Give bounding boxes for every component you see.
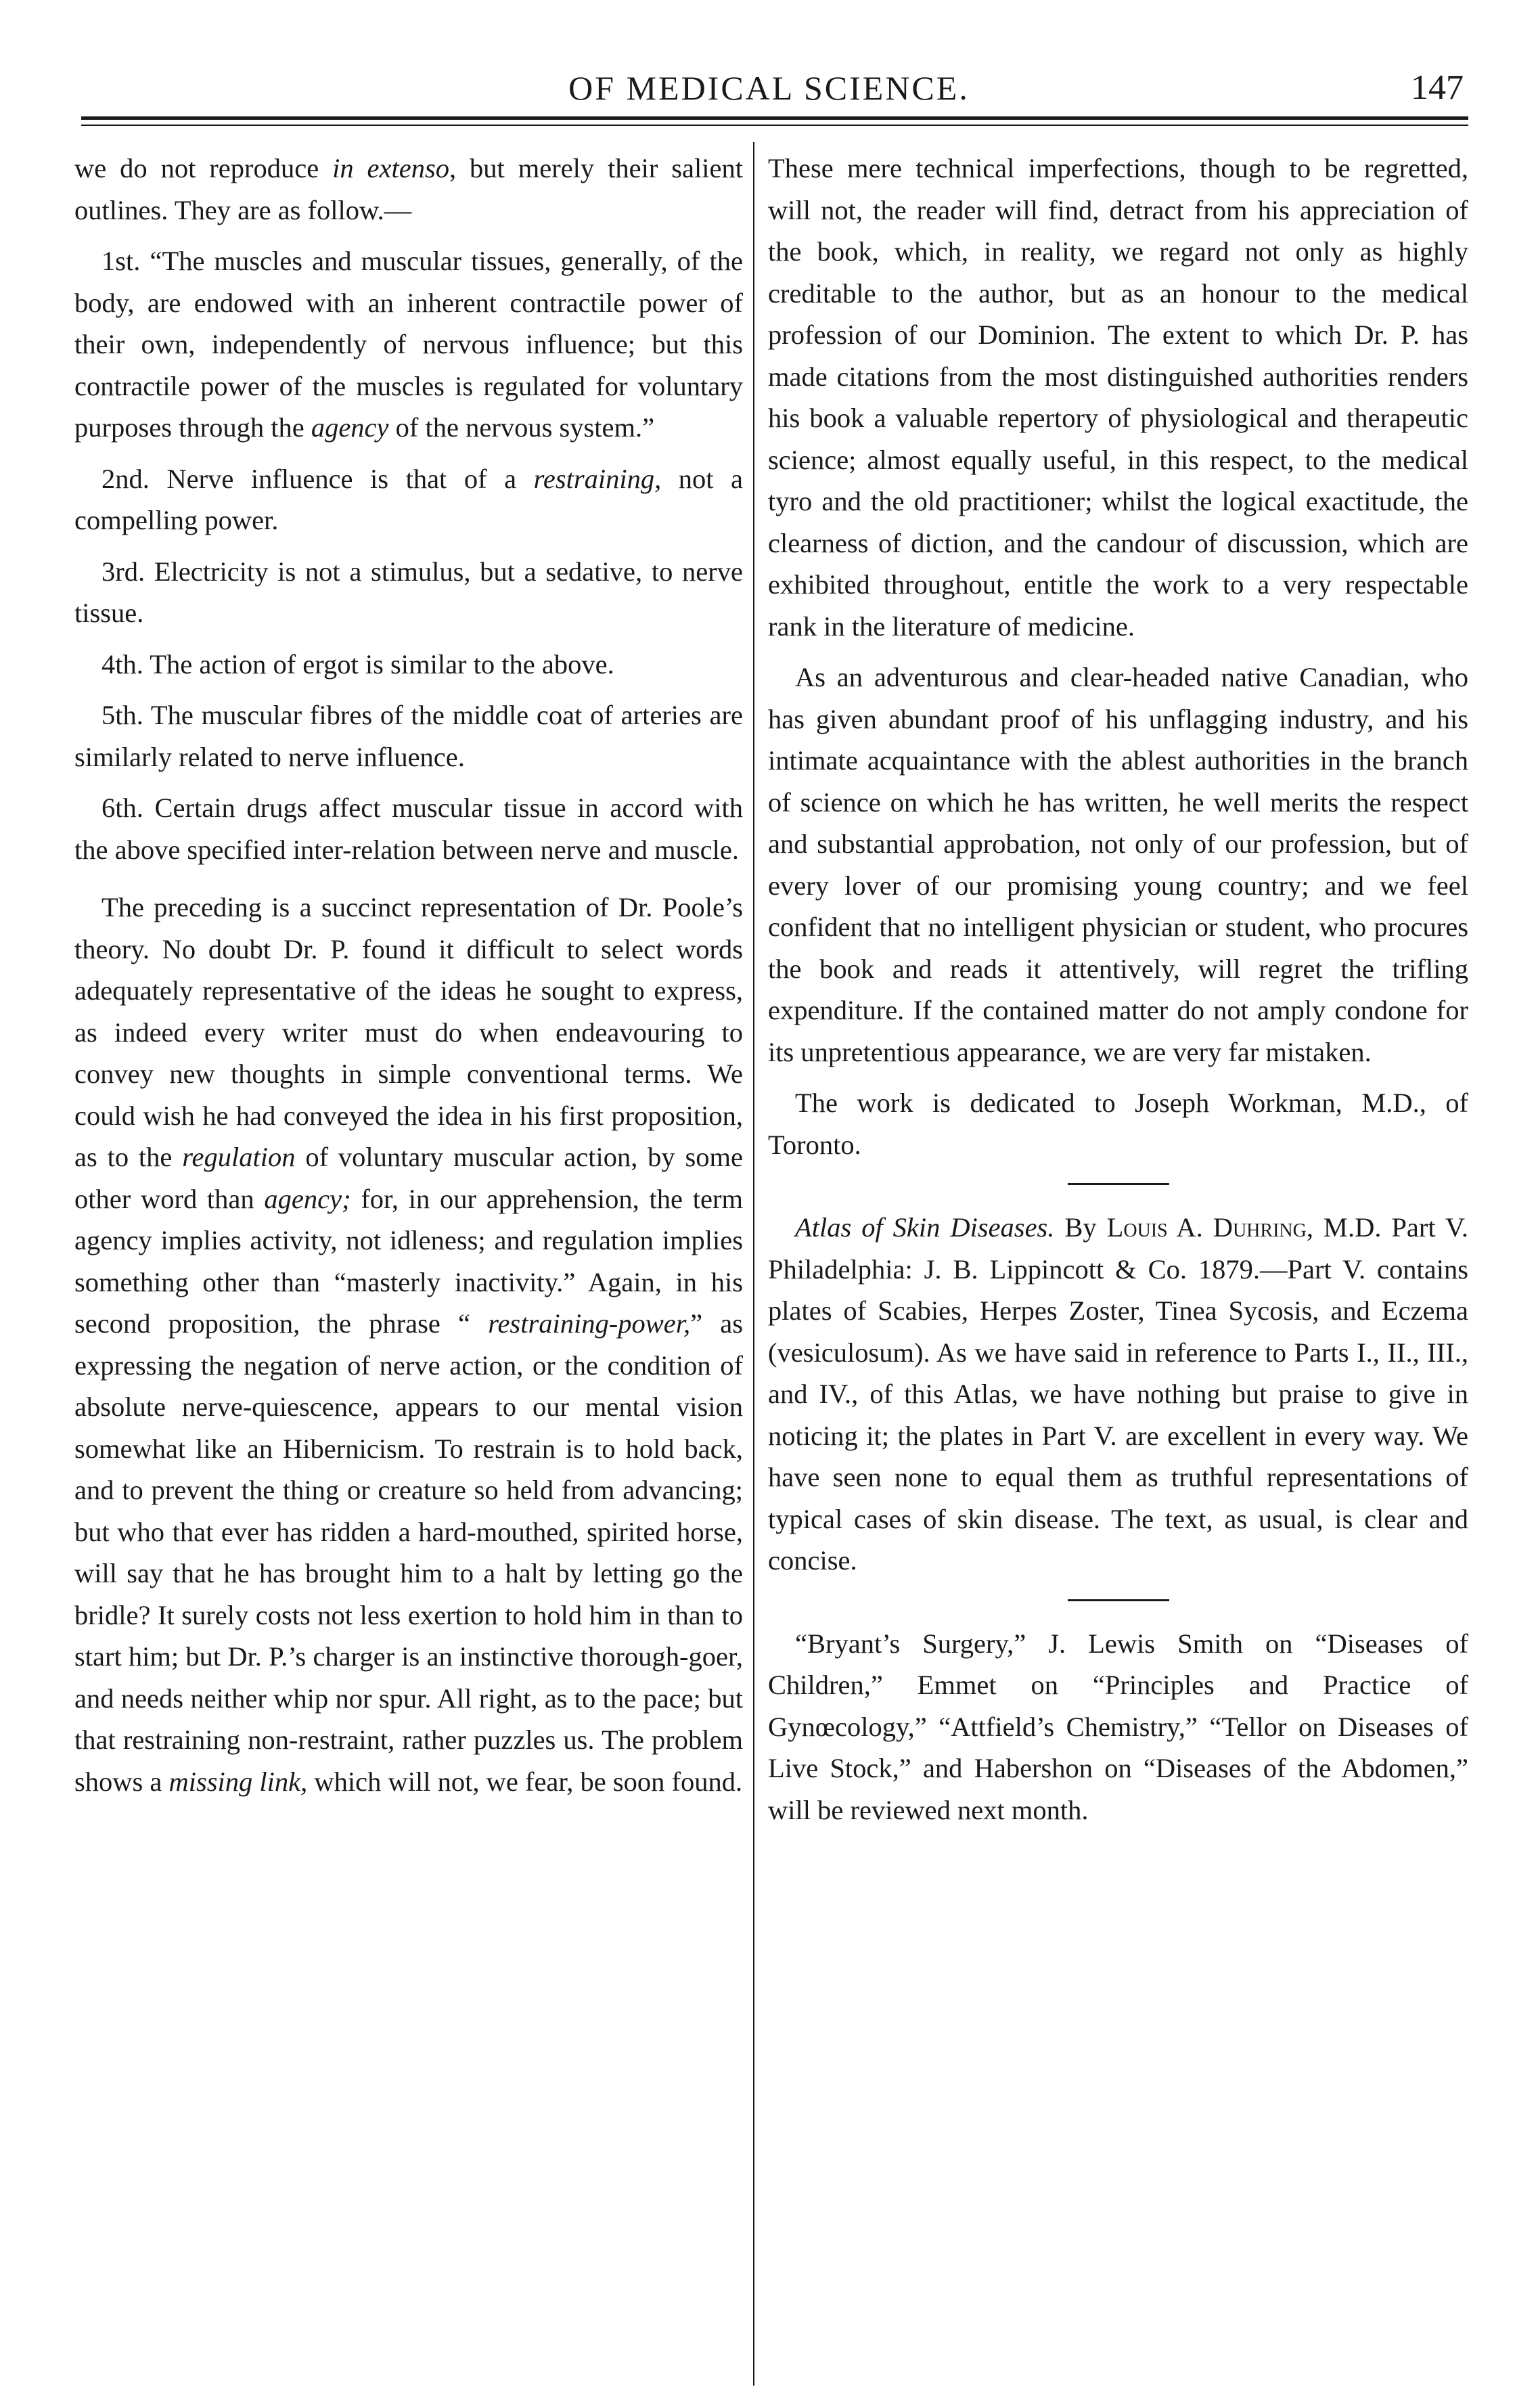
commentary-text-2: regulation	[182, 1142, 296, 1172]
dedication-paragraph: The work is dedicated to Joseph Workman, M.D., of Toronto.	[768, 1088, 1468, 1160]
header-rule	[81, 116, 1468, 120]
proposition-4: 4th. The action of ergot is similar to the above.	[101, 648, 614, 679]
proposition-2-text-3: not a compelling power.	[74, 463, 744, 535]
header-rule-thin	[81, 125, 1468, 126]
proposition-3: 3rd. Electricity is not a stimulus, but a sedative, to nerve tissue.	[74, 556, 743, 628]
atlas-review-paragraph	[768, 1207, 1468, 1582]
commentary-text-5: for, in our apprehension, the term agency implies activity, not idleness; and regulation implies something other than “masterly inactivity.” Again, in his second proposition, the phrase “	[74, 1183, 743, 1339]
atlas-review-body: , M.D. Part V. Philadelphia: J. B. Lippincott & Co. 1879.—Part V. contains plates of Scabies, Herpes Zoster, Tinea Sycosis, and Eczema (vesiculosum). As we have said in reference to Parts I., II., III., and IV., of this Atlas, we have nothing but praise to give in noticing it; the plates in Part V. are excellent in every way. We have seen none to equal them as truthful representations of typical cases of skin disease. The text, as usual, is clear and concise.	[768, 1212, 1468, 1576]
proposition-2	[74, 458, 743, 541]
proposition-5: 5th. The muscular fibres of the middle coat of arteries are similarly related to nerve influence.	[74, 700, 743, 772]
section-divider	[1068, 1183, 1169, 1185]
commentary-text-3: of voluntary muscular action, by some other word than	[74, 1142, 743, 1214]
commentary-text-8: missing link,	[168, 1766, 308, 1797]
forthcoming-reviews-notice: “Bryant’s Surgery,” J. Lewis Smith on “Diseases of Children,” Emmet on “Principles and Practice of Gynœcology,” “Attfield’s Chemistry,” “Tellor on Diseases of Live Stock,” and Habershon on “Diseases of the Abdomen,” will be reviewed next month.	[768, 1628, 1468, 1825]
commentary-text-7: ” as expressing the negation of nerve action, or the condition of absolute nerve-quiescence, appears to our mental vision somewhat like an Hibernicism. To restrain is to hold back, and to prevent the thing or creature so held from advancing; but who that ever has ridden a hard-mouthed, spirited horse, will say that he has brought him to a halt by letting go the bridle? It surely costs not less exertion to hold him in than to start him; but Dr. P.’s charger is an instinctive thorough-goer, and needs neither whip nor spur. All right, as to the pace; but that restraining non-restraint, rather puzzles us. The problem shows a	[74, 1308, 743, 1797]
proposition-1-text-3: of the nervous system.”	[388, 412, 655, 443]
proposition-2-text-1: 2nd. Nerve influence is that of a	[101, 463, 534, 494]
proposition-2-text-2: restraining,	[533, 463, 662, 494]
proposition-6: 6th. Certain drugs affect muscular tissue in accord with the above specified inter-relation between nerve and muscle.	[74, 793, 743, 865]
running-title: OF MEDICAL SCIENCE.	[568, 69, 970, 107]
right-column	[768, 148, 1468, 1831]
commentary-text-9: which will not, we fear, be soon found.	[307, 1766, 743, 1797]
author-praise-paragraph: As an adventurous and clear-headed native Canadian, who has given abundant proof of his unflagging industry, and his intimate acquaintance with the ablest authorities in the branch of science on which he has written, he well merits the respect and substantial approbation, not only of our profession, but of every lover of our promising young country; and we feel confident that no intelligent physician or student, who procures the book and reads it attentively, will regret the trifling expenditure. If the contained matter do not amply condone for its unpretentious appearance, we are very far mistaken.	[768, 662, 1468, 1067]
atlas-review-author: Louis A. Duhring	[1106, 1212, 1307, 1243]
page-number: 147	[1411, 68, 1464, 107]
page-header	[0, 64, 1538, 112]
intro-text-2: in extenso	[332, 153, 449, 183]
intro-text-3: , but merely their salient outlines. They are as follow.—	[74, 153, 743, 225]
commentary-text-6: restraining-power,	[488, 1308, 691, 1339]
left-column	[74, 148, 743, 1802]
proposition-1	[74, 240, 743, 449]
commentary-text-1: The preceding is a succinct representation of Dr. Poole’s theory. No doubt Dr. P. found it difficult to select words adequately representative of the ideas he sought to express, as indeed every writer must do when endeavouring to convey new thoughts in simple conventional terms. We could wish he had conveyed the idea in his first proposition, as to the	[74, 892, 743, 1172]
intro-paragraph	[74, 148, 743, 231]
section-divider-2	[1068, 1599, 1169, 1601]
atlas-review-title: Atlas of Skin Diseases.	[795, 1212, 1055, 1243]
commentary-text-4: agency;	[264, 1183, 351, 1214]
review-continuation-paragraph: These mere technical imperfections, though to be regretted, will not, the reader will find, detract from his appreciation of the book, which, in reality, we regard not only as highly creditable to the author, but as an honour to the medical profession of our Dominion. The extent to which Dr. P. has made citations from the most distinguished authorities renders his book a valuable repertory of physiological and therapeutic science; almost equally useful, in this respect, to the medical tyro and the old practitioner; whilst the logical exactitude, the clearness of diction, and the candour of discussion, which are exhibited throughout, entitle the work to a very respectable rank in the literature of medicine.	[768, 153, 1468, 642]
commentary-paragraph	[74, 887, 743, 1802]
atlas-review-by: By	[1054, 1212, 1107, 1243]
intro-text-1: we do not reproduce	[74, 153, 333, 183]
proposition-1-text-2: agency	[311, 412, 389, 443]
proposition-1-text-1: 1st. “The muscles and muscular tissues, generally, of the body, are endowed with an inherent contractile power of their own, independently of nervous influence; but this contractile power of the muscles is regulated for voluntary purposes through the	[74, 246, 743, 443]
column-divider	[753, 142, 754, 2386]
